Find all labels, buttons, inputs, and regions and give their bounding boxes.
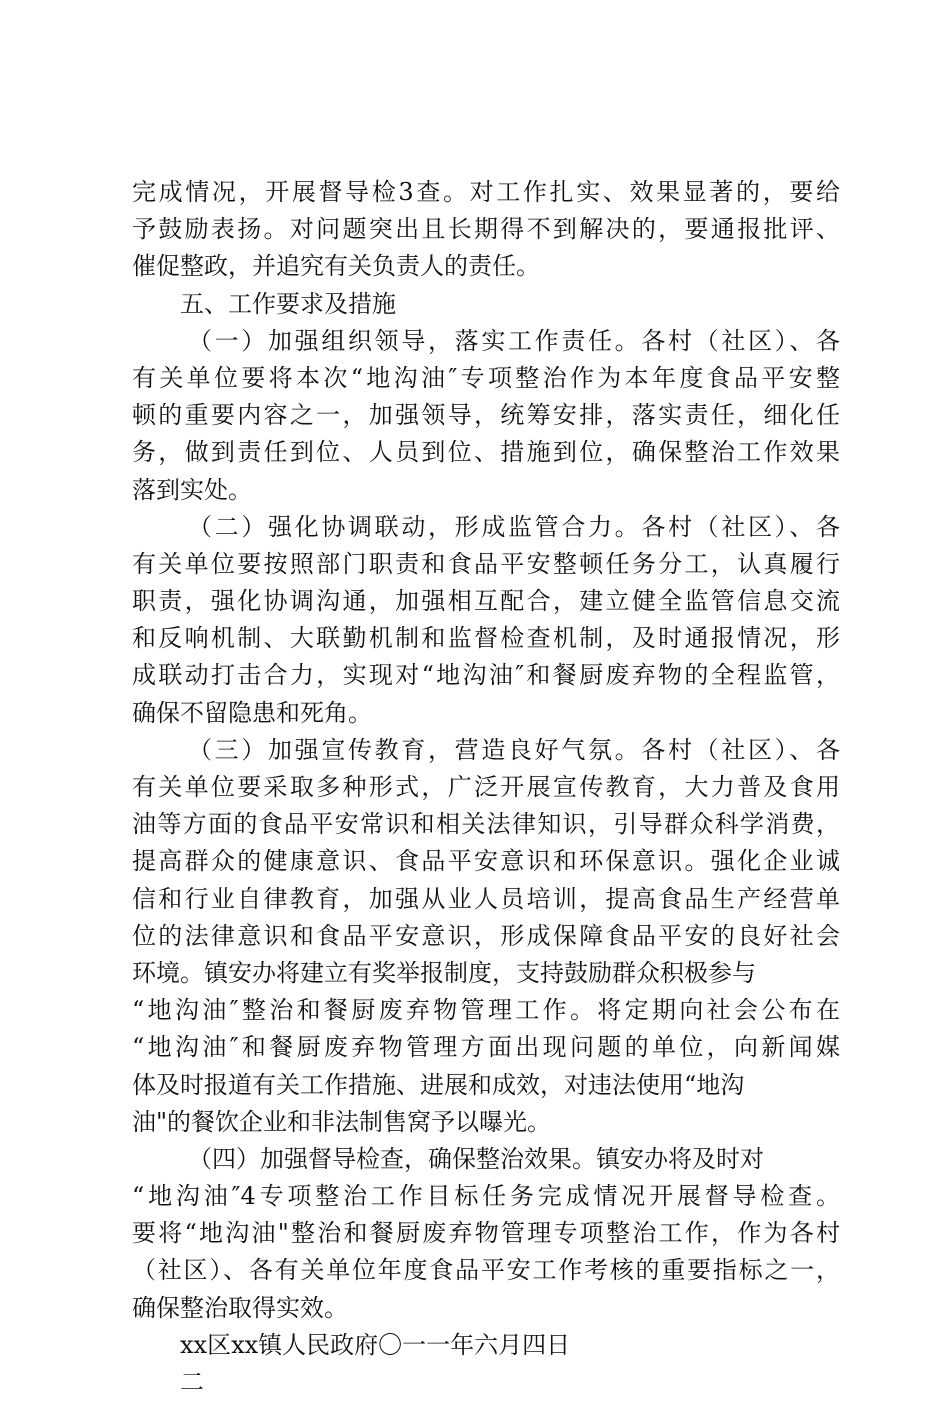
paragraph-3-line-9: “地沟油″和餐厨废弃物管理方面出现问题的单位，向新闻媒	[132, 1033, 840, 1062]
trailing-character: 二	[180, 1368, 204, 1396]
paragraph-3-line-3: 油等方面的食品平安常识和相关法律知识，引导群众科学消费，	[132, 810, 840, 839]
paragraph-3-line-5: 信和行业自律教育，加强从业人员培训，提高食品生产经营单	[132, 884, 840, 913]
paragraph-3-line-4: 提高群众的健康意识、食品平安意识和环保意识。强化企业诚	[132, 847, 840, 876]
paragraph-2-line-2: 有关单位要按照部门职责和食品平安整顿任务分工，认真履行	[132, 549, 840, 578]
paragraph-4-line-3: 要将“地沟油"整治和餐厨废弃物管理专项整治工作，作为各村	[132, 1219, 840, 1248]
paragraph-2-line-3: 职责，强化协调沟通，加强相互配合，建立健全监管信息交流	[132, 587, 840, 616]
document-signature-date: xx区xx镇人民政府〇一一年六月四日	[180, 1330, 571, 1359]
paragraph-1-line-1: （一）加强组织领导，落实工作责任。各村（社区）、各	[188, 326, 840, 355]
section-heading-five: 五、工作要求及措施	[180, 289, 396, 318]
paragraph-1-line-4: 务，做到责任到位、人员到位、措施到位，确保整治工作效果	[132, 438, 840, 467]
document-body	[132, 174, 840, 1401]
paragraph-4-line-5: 确保整治取得实效。	[132, 1293, 348, 1322]
paragraph-2-line-1: （二）强化协调联动，形成监管合力。各村（社区）、各	[188, 512, 840, 541]
paragraph-3-line-7: 环境。镇安办将建立有奖举报制度，支持鼓励群众积极参与	[132, 958, 756, 987]
paragraph-3-line-2: 有关单位要采取多种形式，广泛开展宣传教育，大力普及食用	[132, 773, 840, 801]
paragraph-3-line-11: 油"的餐饮企业和非法制售窝予以曝光。	[132, 1107, 552, 1136]
paragraph-4-line-1: （四）加强督导检查，确保整治效果。镇安办将及时对	[188, 1144, 764, 1173]
text-line-3: 催促整政，并追究有关负责人的责任。	[132, 252, 540, 281]
paragraph-3-line-8: “地沟油″整治和餐厨废弃物管理工作。将定期向社会公布在	[132, 996, 840, 1025]
text-line-2: 予鼓励表扬。对问题突出且长期得不到解决的，要通报批评、	[132, 215, 840, 244]
paragraph-3-line-6: 位的法律意识和食品平安意识，形成保障食品平安的良好社会	[132, 921, 840, 950]
paragraph-1-line-5: 落到实处。	[132, 475, 252, 504]
paragraph-3-line-10: 体及时报道有关工作措施、进展和成效，对违法使用“地沟	[132, 1070, 745, 1099]
paragraph-1-line-3: 顿的重要内容之一，加强领导，统筹安排，落实责任，细化任	[132, 401, 840, 430]
paragraph-2-line-4: 和反响机制、大联勤机制和监督检查机制，及时通报情况，形	[132, 624, 840, 653]
paragraph-2-line-5: 成联动打击合力，实现对“地沟油″和餐厨废弃物的全程监管，	[132, 661, 840, 690]
paragraph-2-line-6: 确保不留隐患和死角。	[132, 698, 372, 727]
paragraph-4-line-4: （社区）、各有关单位年度食品平安工作考核的重要指标之一，	[132, 1256, 840, 1285]
paragraph-1-line-2: 有关单位要将本次“地沟油″专项整治作为本年度食品平安整	[132, 363, 840, 392]
text-line-1: 完成情况，开展督导检3查。对工作扎实、效果显著的，要给	[132, 178, 840, 206]
paragraph-4-line-2: “地沟油″4专项整治工作目标任务完成情况开展督导检查。	[132, 1182, 840, 1211]
paragraph-3-line-1: （三）加强宣传教育，营造良好气氛。各村（社区）、各	[188, 735, 840, 764]
